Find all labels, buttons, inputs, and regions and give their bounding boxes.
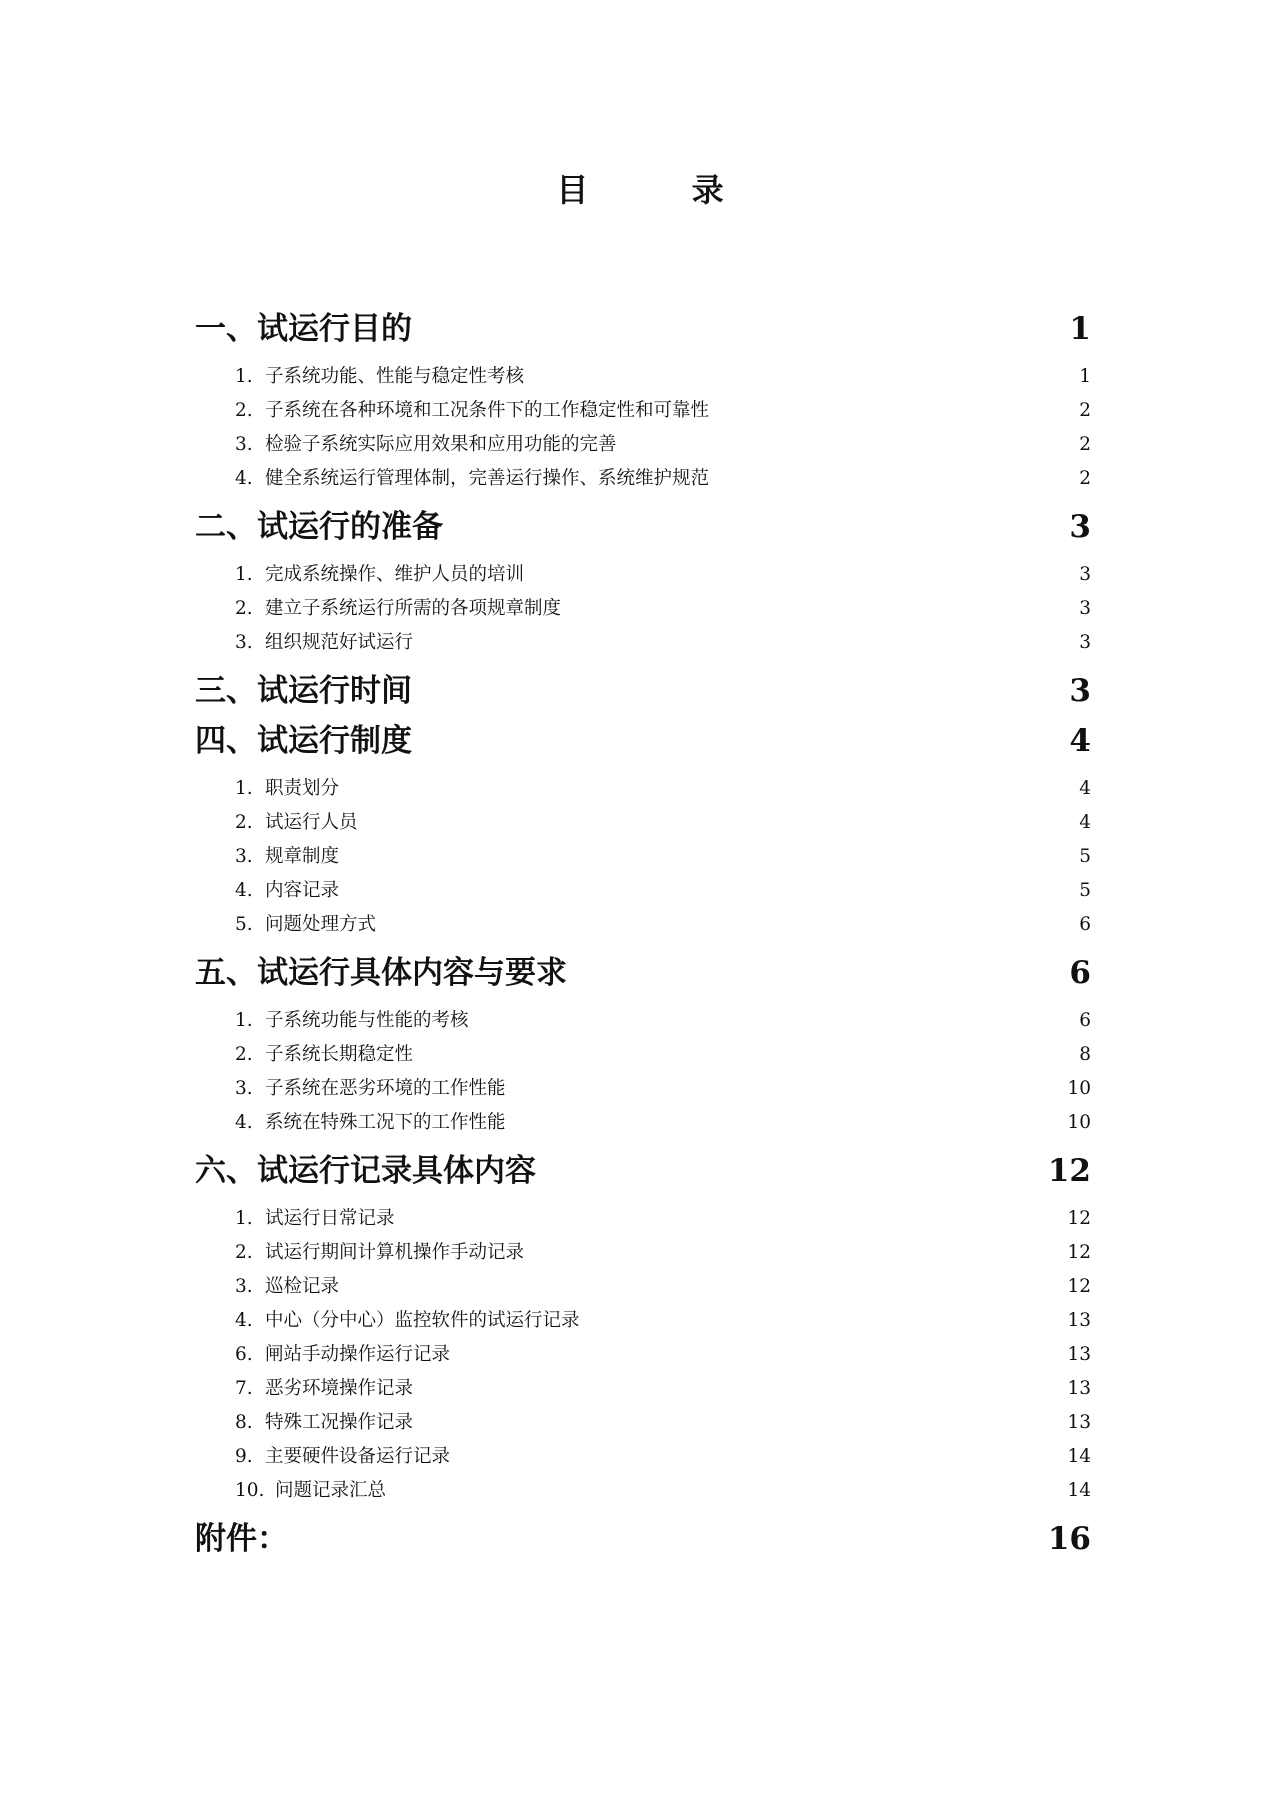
toc-subsection-number: 1. <box>235 778 253 799</box>
toc-subsection-entry[interactable] <box>195 558 1091 592</box>
toc-page-number: 12 <box>1067 1208 1091 1229</box>
toc-subsection-label <box>235 558 524 592</box>
toc-subsection-text: 问题处理方式 <box>265 914 377 935</box>
toc-subsection-entry[interactable] <box>195 1106 1091 1140</box>
toc-subsection-text: 组织规范好试运行 <box>265 632 414 653</box>
toc-subsection-text: 完成系统操作、维护人员的培训 <box>265 564 525 585</box>
toc-page-number: 3 <box>1079 564 1091 585</box>
toc-subsection-text: 子系统功能、性能与稳定性考核 <box>265 366 525 387</box>
toc-subsection-number: 2. <box>235 1044 253 1065</box>
toc-page-number: 13 <box>1067 1378 1091 1399</box>
page-title: 目 录 <box>556 171 770 209</box>
toc-subsection-entry[interactable] <box>195 1270 1091 1304</box>
toc-subsection-entry[interactable] <box>195 428 1091 462</box>
toc-page-number: 3 <box>1069 673 1091 709</box>
toc-subsection-label <box>235 592 561 626</box>
toc-subsection-number: 3. <box>235 632 253 653</box>
toc-subsection-text: 检验子系统实际应用效果和应用功能的完善 <box>265 434 617 455</box>
toc-page-number: 6 <box>1079 914 1091 935</box>
toc-subsection-number: 2. <box>235 598 253 619</box>
toc-subsection-label <box>235 1338 450 1372</box>
toc-subsection-text: 职责划分 <box>265 778 340 799</box>
toc-section-label: 六、试运行记录具体内容 <box>195 1153 536 1189</box>
toc-page-number: 13 <box>1067 1344 1091 1365</box>
toc-subsection-number: 1. <box>235 1208 253 1229</box>
toc-subsection-number: 3. <box>235 1078 253 1099</box>
toc-subsection-number: 3. <box>235 434 253 455</box>
toc-subsection-entry[interactable] <box>195 1338 1091 1372</box>
toc-subsection-label <box>235 806 358 840</box>
toc-subsection-label <box>235 1038 413 1072</box>
toc-section-entry[interactable] <box>195 954 1091 992</box>
toc-subsection-entry[interactable] <box>195 806 1091 840</box>
toc-subsection-label <box>235 1270 339 1304</box>
toc-subsection-entry[interactable] <box>195 360 1091 394</box>
toc-section-label: 三、试运行时间 <box>195 673 412 709</box>
toc-subsection-number: 10. <box>235 1480 265 1501</box>
toc-page-number: 10 <box>1067 1112 1091 1133</box>
toc-subsection-entry[interactable] <box>195 1072 1091 1106</box>
toc-section-entry[interactable] <box>195 310 1091 348</box>
toc-subsection-label <box>235 1474 386 1508</box>
toc-subsection-entry[interactable] <box>195 874 1091 908</box>
toc-subsection-number: 4. <box>235 1112 253 1133</box>
toc-subsection-number: 3. <box>235 846 253 867</box>
toc-section-entry[interactable] <box>195 1152 1091 1190</box>
toc-subsection-number: 3. <box>235 1276 253 1297</box>
toc-page-number: 8 <box>1079 1044 1091 1065</box>
toc-subsection-label <box>235 394 709 428</box>
toc-subsection-number: 1. <box>235 1010 253 1031</box>
toc-page-number: 14 <box>1067 1446 1091 1467</box>
toc-subsection-entry[interactable] <box>195 1004 1091 1038</box>
toc-subsection-text: 规章制度 <box>265 846 340 867</box>
toc-subsection-text: 试运行期间计算机操作手动记录 <box>265 1242 525 1263</box>
toc-page-number: 12 <box>1047 1153 1091 1189</box>
toc-page-number: 2 <box>1079 468 1091 489</box>
toc-subsection-label <box>235 1004 469 1038</box>
toc-subsection-entry[interactable] <box>195 1038 1091 1072</box>
toc-page-number: 6 <box>1079 1010 1091 1031</box>
toc-subsection-text: 闸站手动操作运行记录 <box>265 1344 451 1365</box>
toc-page-number: 12 <box>1067 1276 1091 1297</box>
toc-subsection-label <box>235 1236 524 1270</box>
toc-subsection-entry[interactable] <box>195 1202 1091 1236</box>
toc-section-label: 附件： <box>195 1521 288 1557</box>
toc-subsection-label <box>235 840 339 874</box>
toc-subsection-text: 中心（分中心）监控软件的试运行记录 <box>265 1310 580 1331</box>
toc-section-label: 五、试运行具体内容与要求 <box>195 955 567 991</box>
toc-page-number: 13 <box>1067 1310 1091 1331</box>
toc-subsection-number: 2. <box>235 400 253 421</box>
toc-page-number: 16 <box>1047 1521 1091 1557</box>
toc-subsection-entry[interactable] <box>195 592 1091 626</box>
toc-section-entry[interactable] <box>195 1520 1091 1558</box>
toc-subsection-text: 子系统在恶劣环境的工作性能 <box>265 1078 506 1099</box>
toc-subsection-text: 子系统长期稳定性 <box>265 1044 414 1065</box>
toc-page-number: 5 <box>1079 846 1091 867</box>
toc-page-number: 12 <box>1067 1242 1091 1263</box>
toc-subsection-label <box>235 360 524 394</box>
toc-subsection-number: 4. <box>235 468 253 489</box>
toc-page-number: 1 <box>1079 366 1091 387</box>
toc-page-number: 1 <box>1069 311 1091 347</box>
toc-subsection-number: 7. <box>235 1378 253 1399</box>
toc-section-label: 二、试运行的准备 <box>195 509 443 545</box>
toc-subsection-entry[interactable] <box>195 1304 1091 1338</box>
toc-section-label: 四、试运行制度 <box>195 723 412 759</box>
toc-page-number: 4 <box>1069 723 1091 759</box>
toc-subsection-label <box>235 626 413 660</box>
toc-subsection-entry[interactable] <box>195 394 1091 428</box>
toc-subsection-text: 试运行人员 <box>265 812 358 833</box>
toc-subsection-entry[interactable] <box>195 626 1091 660</box>
toc-page-number: 3 <box>1069 509 1091 545</box>
toc-page-number: 3 <box>1079 598 1091 619</box>
toc-subsection-entry[interactable] <box>195 462 1091 496</box>
toc-subsection-text: 主要硬件设备运行记录 <box>265 1446 451 1467</box>
toc-subsection-number: 1. <box>235 366 253 387</box>
toc-subsection-number: 1. <box>235 564 253 585</box>
toc-page-number: 3 <box>1079 632 1091 653</box>
toc-subsection-label <box>235 1106 506 1140</box>
toc-subsection-entry[interactable] <box>195 1406 1091 1440</box>
toc-page-number: 6 <box>1069 955 1091 991</box>
toc-page-number: 4 <box>1079 778 1091 799</box>
toc-subsection-text: 特殊工况操作记录 <box>265 1412 414 1433</box>
toc-subsection-label <box>235 1202 395 1236</box>
toc-subsection-label <box>235 772 339 806</box>
toc-section-label: 一、试运行目的 <box>195 311 412 347</box>
toc-subsection-entry[interactable] <box>195 840 1091 874</box>
toc-subsection-number: 9. <box>235 1446 253 1467</box>
toc-page-number: 2 <box>1079 400 1091 421</box>
toc-subsection-entry[interactable] <box>195 908 1091 942</box>
toc-subsection-label <box>235 1440 450 1474</box>
toc-subsection-text: 巡检记录 <box>265 1276 340 1297</box>
toc-subsection-text: 内容记录 <box>265 880 340 901</box>
toc-subsection-number: 8. <box>235 1412 253 1433</box>
toc-subsection-text: 建立子系统运行所需的各项规章制度 <box>265 598 562 619</box>
toc-subsection-text: 子系统功能与性能的考核 <box>265 1010 469 1031</box>
toc-subsection-label <box>235 1372 413 1406</box>
toc-section-entry[interactable] <box>195 722 1091 760</box>
toc-subsection-entry[interactable] <box>195 1372 1091 1406</box>
toc-subsection-number: 4. <box>235 880 253 901</box>
toc-subsection-text: 问题记录汇总 <box>275 1480 387 1501</box>
toc-subsection-label <box>235 1072 506 1106</box>
toc-section-entry[interactable] <box>195 672 1091 710</box>
toc-subsection-text: 子系统在各种环境和工况条件下的工作稳定性和可靠性 <box>265 400 710 421</box>
toc-subsection-text: 健全系统运行管理体制，完善运行操作、系统维护规范 <box>265 468 710 489</box>
toc-subsection-label <box>235 462 709 496</box>
toc-subsection-number: 6. <box>235 1344 253 1365</box>
toc-subsection-text: 恶劣环境操作记录 <box>265 1378 414 1399</box>
toc-subsection-entry[interactable] <box>195 772 1091 806</box>
toc-subsection-label <box>235 908 376 942</box>
table-of-contents <box>195 298 1091 1570</box>
toc-subsection-entry[interactable] <box>195 1440 1091 1474</box>
toc-subsection-number: 2. <box>235 812 253 833</box>
toc-subsection-number: 5. <box>235 914 253 935</box>
toc-subsection-label <box>235 428 617 462</box>
toc-page-number: 10 <box>1067 1078 1091 1099</box>
toc-subsection-entry[interactable] <box>195 1236 1091 1270</box>
toc-subsection-number: 4. <box>235 1310 253 1331</box>
toc-subsection-entry[interactable] <box>195 1474 1091 1508</box>
toc-page-number: 5 <box>1079 880 1091 901</box>
toc-subsection-number: 2. <box>235 1242 253 1263</box>
toc-subsection-text: 试运行日常记录 <box>265 1208 395 1229</box>
toc-subsection-text: 系统在特殊工况下的工作性能 <box>265 1112 506 1133</box>
toc-page-number: 4 <box>1079 812 1091 833</box>
toc-subsection-label <box>235 1406 413 1440</box>
toc-subsection-label <box>235 1304 580 1338</box>
toc-page-number: 2 <box>1079 434 1091 455</box>
toc-page-number: 14 <box>1067 1480 1091 1501</box>
toc-page-number: 13 <box>1067 1412 1091 1433</box>
toc-subsection-label <box>235 874 339 908</box>
toc-section-entry[interactable] <box>195 508 1091 546</box>
